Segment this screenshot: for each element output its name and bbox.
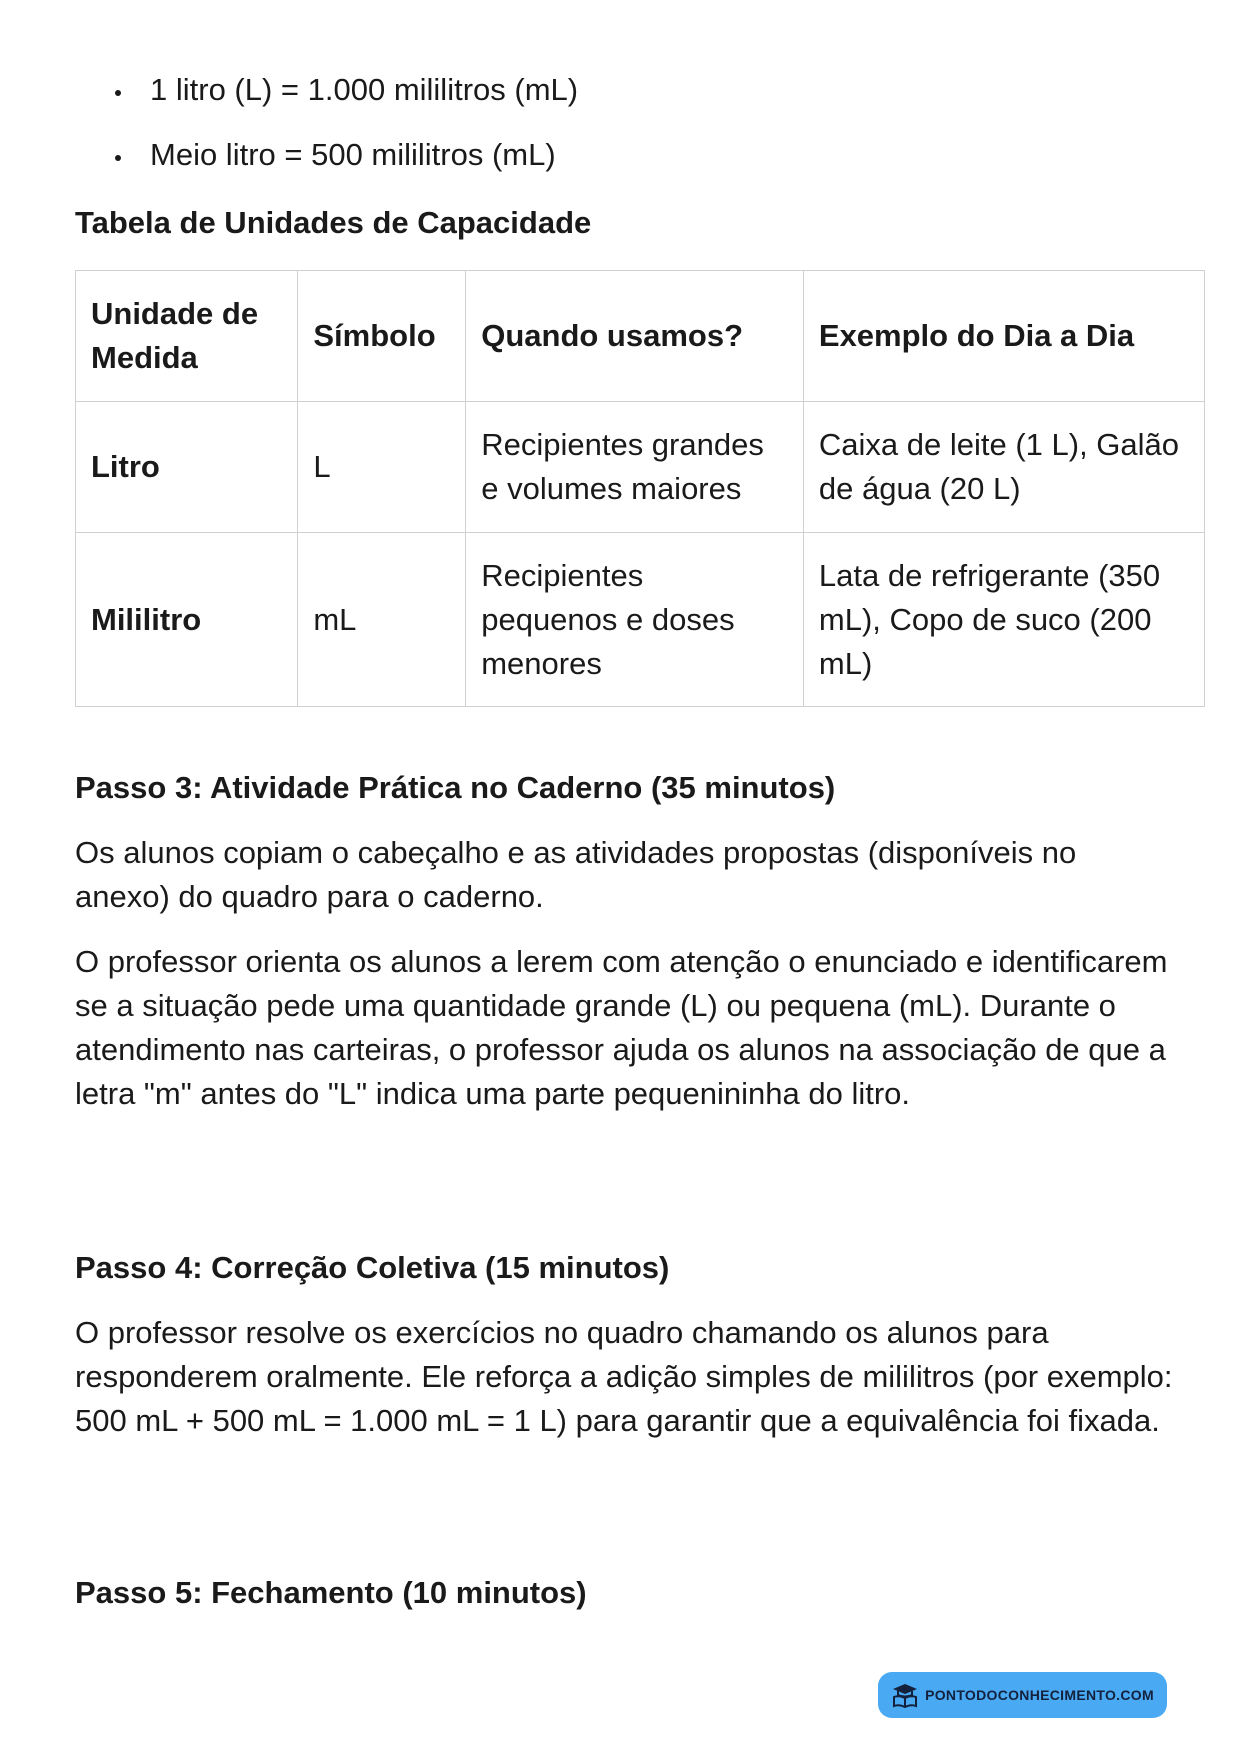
table-header-row bbox=[76, 271, 1205, 402]
cell-example: Lata de refrigerante (350 mL), Copo de suco (200 mL) bbox=[803, 533, 1204, 707]
units-table-wrapper bbox=[75, 270, 1205, 707]
header-example: Exemplo do Dia a Dia bbox=[803, 271, 1204, 402]
cell-unit: Mililitro bbox=[76, 533, 298, 707]
bullet-icon bbox=[115, 155, 121, 161]
cell-symbol: mL bbox=[298, 533, 466, 707]
cell-when: Recipientes grandes e volumes maiores bbox=[466, 402, 804, 533]
table-row bbox=[76, 533, 1205, 707]
header-unit: Unidade de Medida bbox=[76, 271, 298, 402]
bullet-icon bbox=[115, 90, 121, 96]
cell-when: Recipientes pequenos e doses menores bbox=[466, 533, 804, 707]
graduation-book-icon bbox=[891, 1681, 919, 1709]
logo-text: PONTODOCONHECIMENTO.COM bbox=[925, 1687, 1154, 1703]
step-4-title: Passo 4: Correção Coletiva (15 minutos) bbox=[75, 1250, 670, 1285]
table-row bbox=[76, 402, 1205, 533]
header-when: Quando usamos? bbox=[466, 271, 804, 402]
step-4-paragraph-1: O professor resolve os exercícios no quadro chamando os alunos para responderem oralmente. Ele reforça a adição simples de mililitros (por exemplo: 500 mL + 500 mL = 1.000 mL = 1 L) para garantir que a equivalência foi fixada. bbox=[75, 1315, 1173, 1438]
cell-unit: Litro bbox=[76, 402, 298, 533]
step-5-title: Passo 5: Fechamento (10 minutos) bbox=[75, 1575, 587, 1610]
cell-example: Caixa de leite (1 L), Galão de água (20 L) bbox=[803, 402, 1204, 533]
step-3-title: Passo 3: Atividade Prática no Caderno (35 minutos) bbox=[75, 770, 836, 805]
cell-symbol: L bbox=[298, 402, 466, 533]
units-table bbox=[75, 270, 1205, 707]
header-symbol: Símbolo bbox=[298, 271, 466, 402]
step-3-paragraph-2: O professor orienta os alunos a lerem com atenção o enunciado e identificarem se a situação pede uma quantidade grande (L) ou pequena (mL). Durante o atendimento nas carteiras, o professor ajuda os alunos na associação de que a letra "m" antes do "L" indica uma parte pequenininha do litro. bbox=[75, 944, 1168, 1111]
list-item-text: Meio litro = 500 mililitros (mL) bbox=[150, 137, 556, 172]
list-item bbox=[115, 70, 578, 135]
site-logo bbox=[878, 1672, 1167, 1718]
list-item bbox=[115, 135, 578, 200]
list-item-text: 1 litro (L) = 1.000 mililitros (mL) bbox=[150, 72, 579, 107]
step-3-paragraph-1: Os alunos copiam o cabeçalho e as atividades propostas (disponíveis no anexo) do quadro para o caderno. bbox=[75, 835, 1077, 914]
conversion-list bbox=[115, 70, 578, 200]
table-title: Tabela de Unidades de Capacidade bbox=[75, 205, 592, 240]
